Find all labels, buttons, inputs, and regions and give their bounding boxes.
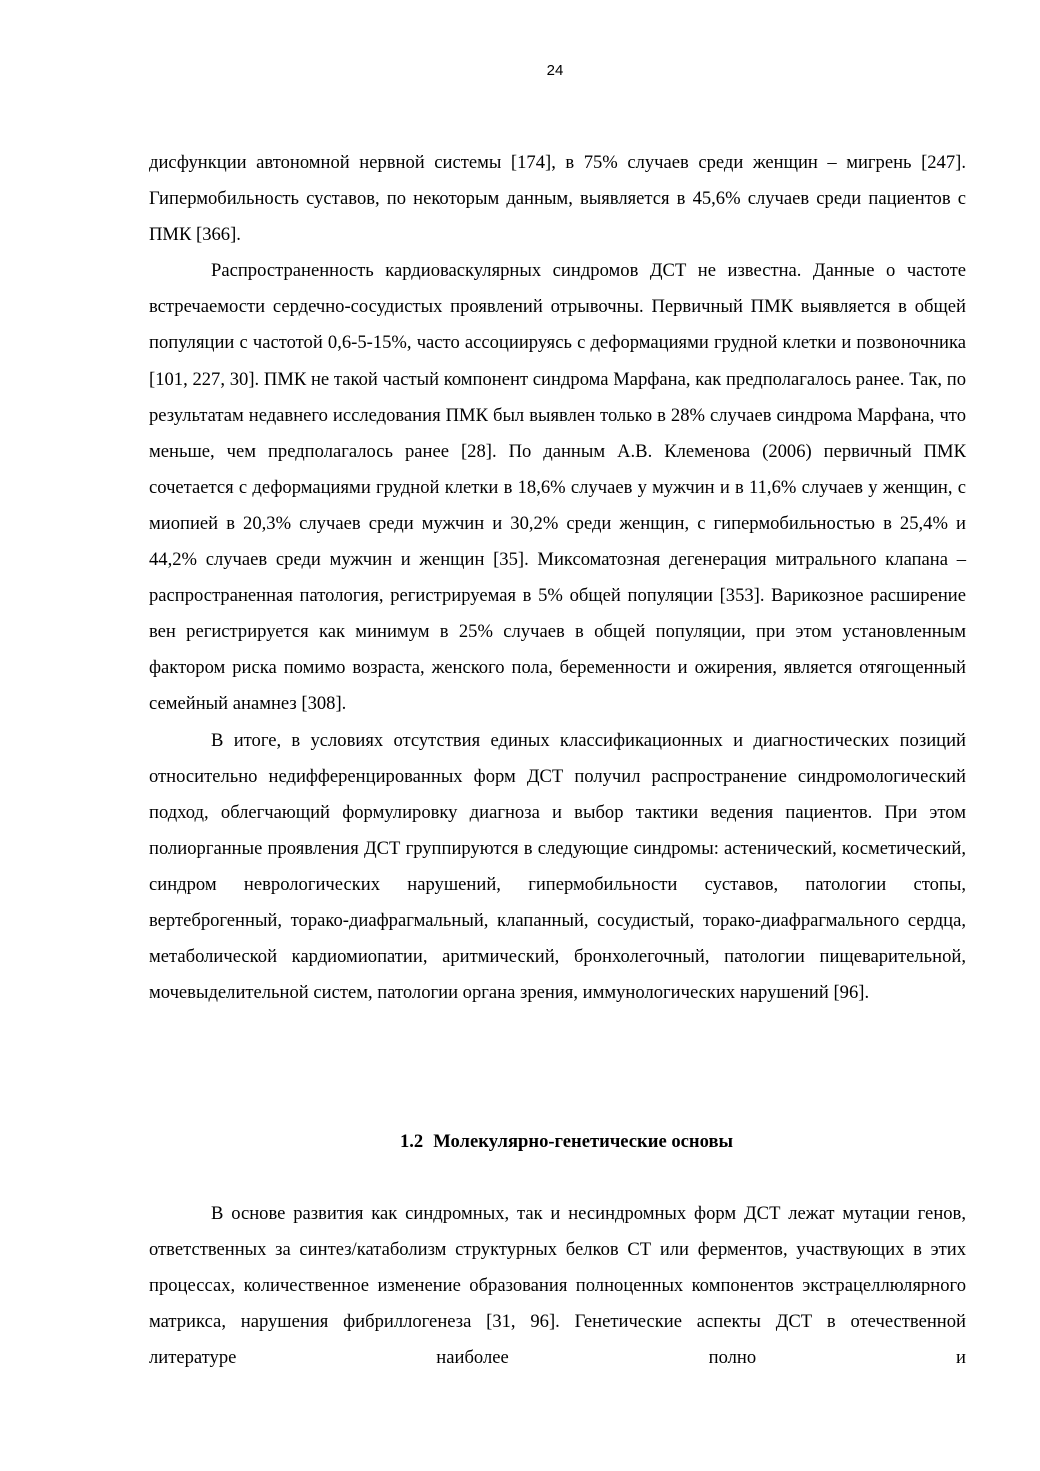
section-heading-title: Молекулярно-генетические основы (433, 1131, 734, 1152)
section-heading (149, 1124, 966, 1160)
paragraph-3: В итоге, в условиях отсутствия единых классификационных и диагностических позиций относительно недифференцированных форм ДСТ получил распространение синдромологический подход, облегчающий формулировку диагноза и выбор тактики ведения пациентов. При этом полиорганные проявления ДСТ группируются в следующие синдромы: астенический, косметический, синдром неврологических нарушений, гипермобильности суставов, патологии стопы, вертеброгенный, торако-диафрагмальный, клапанный, сосудистый, торако-диафрагмального сердца, метаболической кардиомиопатии, аритмический, бронхолегочный, патологии пищеварительной, мочевыделительной систем, патологии органа зрения, иммунологических нарушений [96]. (149, 729, 966, 1004)
paragraph-1: дисфункции автономной нервной системы [174], в 75% случаев среди женщин – мигрень [247]. Гипермобильность суставов, по некоторым данным, выявляется в 45,6% случаев среди пациентов с ПМК [366]. (149, 152, 966, 246)
paragraph-2: Распространенность кардиоваскулярных синдромов ДСТ не известна. Данные о частоте встречаемости сердечно-сосудистых проявлений отрывочны. Первичный ПМК выявляется в общей популяции с частотой 0,6-5-15%, часто ассоциируясь с деформациями грудной клетки и позвоночника [101, 227, 30]. ПМК не такой частый компонент синдрома Марфана, как предполагалось ранее. Так, по результатам недавнего исследования ПМК был выявлен только в 28% случаев синдрома Марфана, что меньше, чем предполагалось ранее [28]. По данным А.В. Клеменова (2006) первичный ПМК сочетается с деформациями грудной клетки в 18,6% случаев у мужчин и в 11,6% случаев у женщин, с миопией в 20,3% случаев среди мужчин и 30,2% среди женщин, с гипермобильностью в 25,4% и 44,2% случаев среди мужчин и женщин [35]. Миксоматозная дегенерация митрального клапана – распространенная патология, регистрируемая в 5% общей популяции [353]. Варикозное расширение вен регистрируется как минимум в 25% случаев в общей популяции, при этом установленным фактором риска помимо возраста, женского пола, беременности и ожирения, является отягощенный семейный анамнез [308]. (149, 260, 966, 715)
page-number: 24 (546, 62, 564, 79)
section-1-body (149, 145, 966, 1011)
section-2-body (149, 1196, 966, 1376)
section-heading-number: 1.2 (399, 1131, 424, 1152)
paragraph-4: В основе развития как синдромных, так и несиндромных форм ДСТ лежат мутации генов, ответственных за синтез/катаболизм структурных белков СТ или ферментов, участвующих в этих процессах, количественное изменение образования полноценных компонентов экстрацеллюлярного матрикса, нарушения фибриллогенеза [31, 96]. Генетические аспекты ДСТ в отечественной литературе наиболее полно и (149, 1203, 966, 1369)
